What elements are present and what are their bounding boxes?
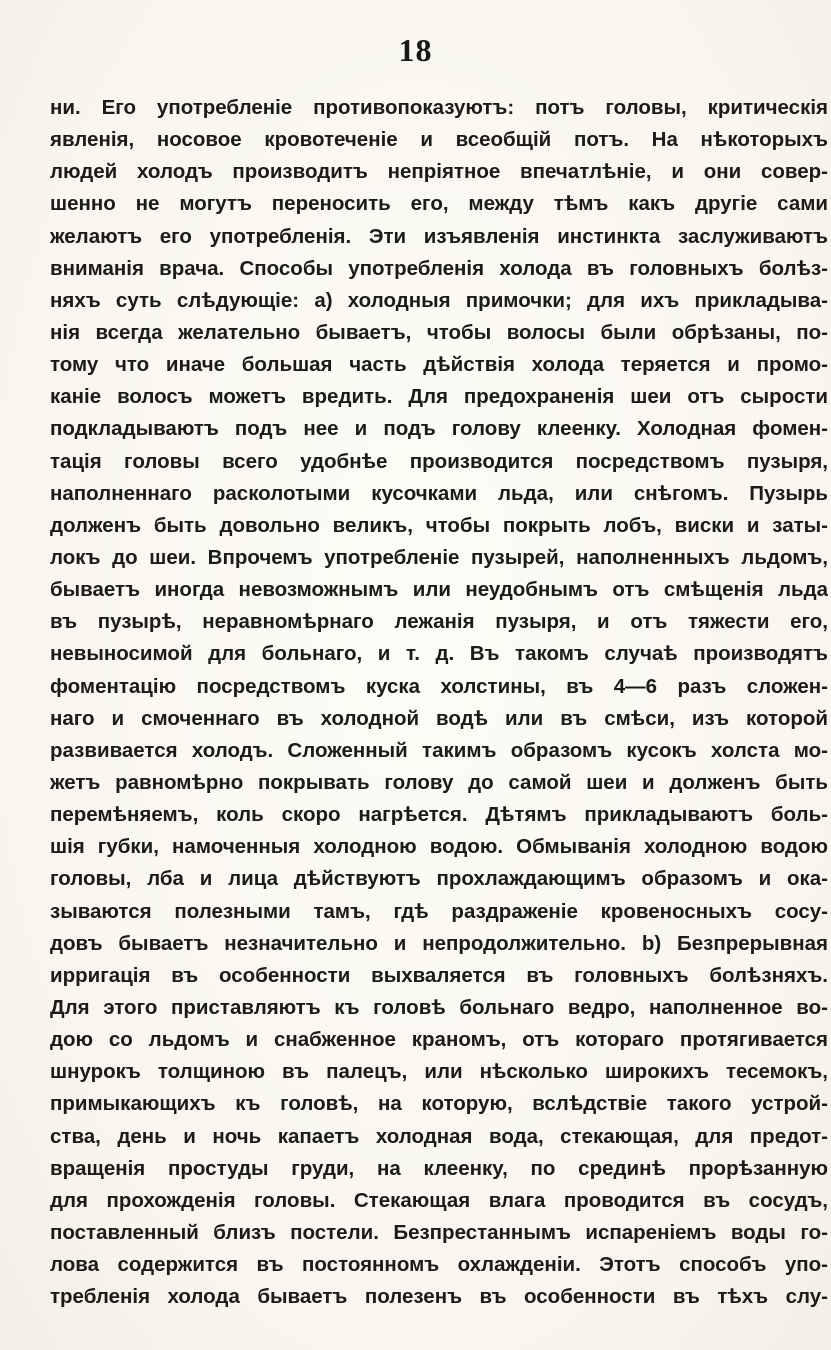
text-line: бываетъ иногда невозможнымъ или неудобнымъ отъ смѣщенія льда [50,578,828,602]
text-line: людей холодъ производитъ непріятное впечатлѣніе, и они совер- [50,160,828,184]
text-line: требленія холода бываетъ полезенъ въ особенности въ тѣхъ слу- [50,1285,828,1309]
text-line: примыкающихъ къ головѣ, на которую, вслѣдствіе такого устрой- [50,1092,828,1116]
text-line: тація головы всего удобнѣе производится посредствомъ пузыря, [50,449,828,473]
text-line: желаютъ его употребленія. Эти изъявленія инстинкта заслуживаютъ [50,224,828,248]
text-line: зываются полезными тамъ, гдѣ раздраженіе кровеносныхъ сосу- [50,899,828,923]
text-line: ирригація въ особенности выхваляется въ головныхъ болѣзняхъ. [50,963,828,987]
text-line: фоментацію посредствомъ куска холстины, въ 4—6 разъ сложен- [50,674,828,698]
text-line: для прохожденія головы. Стекающая влага проводится въ сосудъ, [50,1188,828,1212]
text-line: въ пузырѣ, неравномѣрнаго лежанія пузыря, и отъ тяжести его, [50,610,828,634]
text-line: поставленный близъ постели. Безпрестаннымъ испареніемъ воды го- [50,1220,828,1244]
text-line: вниманія врача. Способы употребленія холода въ головныхъ болѣз- [50,256,828,280]
text-line: Для этого приставляютъ къ головѣ больнаго ведро, наполненное во- [50,995,828,1019]
text-line: невыносимой для больнаго, и т. д. Въ такомъ случаѣ производятъ [50,642,828,666]
text-line: шія губки, намоченныя холодною водою. Обмыванія холодною водою [50,835,828,859]
text-line: лова содержится въ постоянномъ охлажденіи. Этотъ способъ упо- [50,1253,828,1277]
text-line: ства, день и ночь капаетъ холодная вода, стекающая, для предот- [50,1124,828,1148]
text-line: наго и смоченнаго въ холодной водѣ или въ смѣси, изъ которой [50,706,828,730]
text-line: подкладываютъ подъ нее и подъ голову клеенку. Холодная фомен- [50,417,828,441]
text-line: наполненнаго расколотыми кусочками льда, или снѣгомъ. Пузырь [50,481,828,505]
text-line: вращенія простуды груди, на клеенку, по срединѣ прорѣзанную [50,1156,828,1180]
text-line: дою со льдомъ и снабженное краномъ, отъ котораго протягивается [50,1028,828,1052]
text-line: развивается холодъ. Сложенный такимъ образомъ кусокъ холста мо- [50,738,828,762]
page-number: 18 [398,32,433,68]
text-line: долженъ быть довольно великъ, чтобы покрыть лобъ, виски и заты- [50,513,828,537]
body-text [50,92,828,1313]
text-line: явленія, носовое кровотеченіе и всеобщій потъ. На нѣкоторыхъ [50,128,828,152]
text-line: каніе волосъ можетъ вредить. Для предохраненія шеи отъ сырости [50,385,828,409]
text-line: довъ бываетъ незначительно и непродолжительно. b) Безпрерывная [50,931,828,955]
text-line: тому что иначе большая часть дѣйствія холода теряется и промо- [50,353,828,377]
text-line: няхъ суть слѣдующіе: а) холодныя примочки; для ихъ прикладыва- [50,288,828,312]
text-line: локъ до шеи. Впрочемъ употребленіе пузырей, наполненныхъ льдомъ, [50,545,828,569]
text-line: головы, лба и лица дѣйствуютъ прохлаждающимъ образомъ и ока- [50,867,828,891]
text-line: перемѣняемъ, коль скоро нагрѣется. Дѣтямъ прикладываютъ боль- [50,803,828,827]
text-line: шенно не могутъ переносить его, между тѣмъ какъ другіе сами [50,192,828,216]
text-line: жетъ равномѣрно покрывать голову до самой шеи и долженъ быть [50,770,828,794]
text-line: шнурокъ толщиною въ палецъ, или нѣсколько широкихъ тесемокъ, [50,1060,828,1084]
text-line: нія всегда желательно бываетъ, чтобы волосы были обрѣзаны, по- [50,320,828,344]
text-line: ни. Его употребленіе противопоказуютъ: потъ головы, критическія [50,96,828,119]
